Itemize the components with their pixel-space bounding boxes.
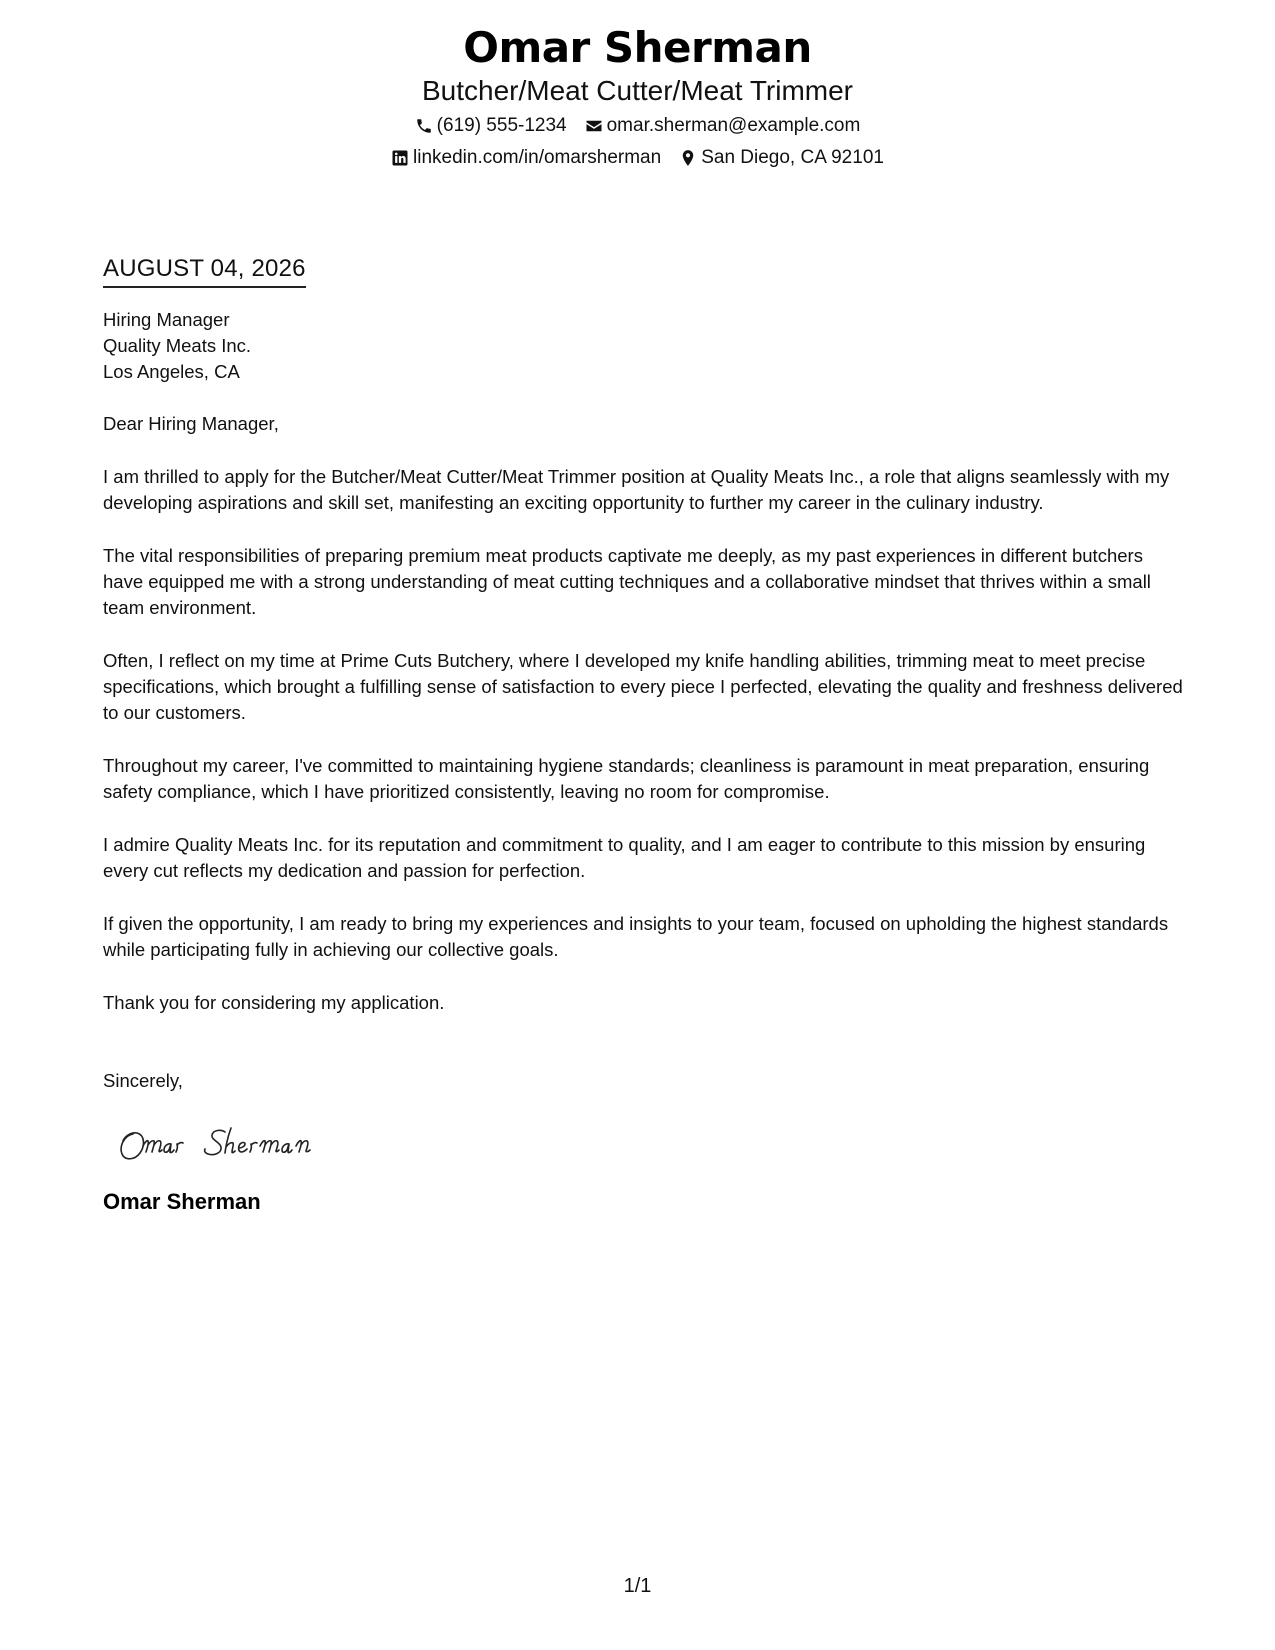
page-number: 1/1 [623, 1575, 652, 1597]
letter-paragraph: Thank you for considering my application. [103, 992, 445, 1013]
linkedin-icon [391, 149, 409, 167]
letter-body [103, 254, 1183, 1216]
recipient-line: Los Angeles, CA [103, 361, 240, 382]
closing: Sincerely, [103, 1070, 183, 1091]
letter-paragraph: If given the opportunity, I am ready to bring my experiences and insights to your team, focused on upholding the highest standards while participating fully in achieving our collective goals. [103, 913, 1169, 960]
handwritten-signature [113, 1120, 353, 1168]
contact-linkedin [391, 145, 661, 171]
letter-paragraph: I admire Quality Meats Inc. for its reputation and commitment to quality, and I am eager to contribute to this mission by ensuring every cut reflects my dedication and passion for perfection. [103, 834, 1146, 881]
letter-paragraph: Throughout my career, I've committed to maintaining hygiene standards; cleanliness is paramount in meat preparation, ensuring safety compliance, which I have prioritized consistently, leaving no room for compromise. [103, 755, 1150, 802]
contact-row-2 [0, 145, 1275, 171]
recipient-block [103, 307, 1183, 385]
contact-phone [415, 113, 567, 139]
letter-paragraph: The vital responsibilities of preparing premium meat products captivate me deeply, as my past experiences in different butchers have equipped me with a strong understanding of meat cutting techniques and a collaborative mindset that thrives within a small team environment. [103, 545, 1151, 618]
letter-paragraph: I am thrilled to apply for the Butcher/Meat Cutter/Meat Trimmer position at Quality Meats Inc., a role that aligns seamlessly with my developing aspirations and skill set, manifesting an exciting opportunity to further my career in the culinary industry. [103, 466, 1170, 513]
contact-row-1 [0, 113, 1275, 139]
email-address: omar.sherman@example.com [606, 115, 861, 136]
applicant-name: Omar Sherman [463, 23, 812, 72]
letter-header [0, 22, 1275, 171]
phone-number: (619) 555-1234 [436, 115, 567, 136]
contact-location [679, 145, 884, 171]
linkedin-url: linkedin.com/in/omarsherman [413, 147, 662, 168]
salutation: Dear Hiring Manager, [103, 413, 279, 434]
signed-name: Omar Sherman [103, 1189, 261, 1214]
recipient-line: Quality Meats Inc. [103, 335, 252, 356]
letter-date: AUGUST 04, 2026 [103, 254, 306, 288]
location-text: San Diego, CA 92101 [701, 147, 884, 168]
applicant-job-title: Butcher/Meat Cutter/Meat Trimmer [421, 75, 853, 106]
contact-email [585, 113, 861, 139]
phone-icon [415, 117, 433, 135]
recipient-line: Hiring Manager [103, 309, 230, 330]
map-pin-icon [679, 149, 697, 167]
letter-paragraph: Often, I reflect on my time at Prime Cuts Butchery, where I developed my knife handling abilities, trimming meat to meet precise specifications, which brought a fulfilling sense of satisfaction to every piece I perfected, elevating the quality and freshness delivered to our customers. [103, 650, 1183, 723]
envelope-icon [585, 117, 603, 135]
